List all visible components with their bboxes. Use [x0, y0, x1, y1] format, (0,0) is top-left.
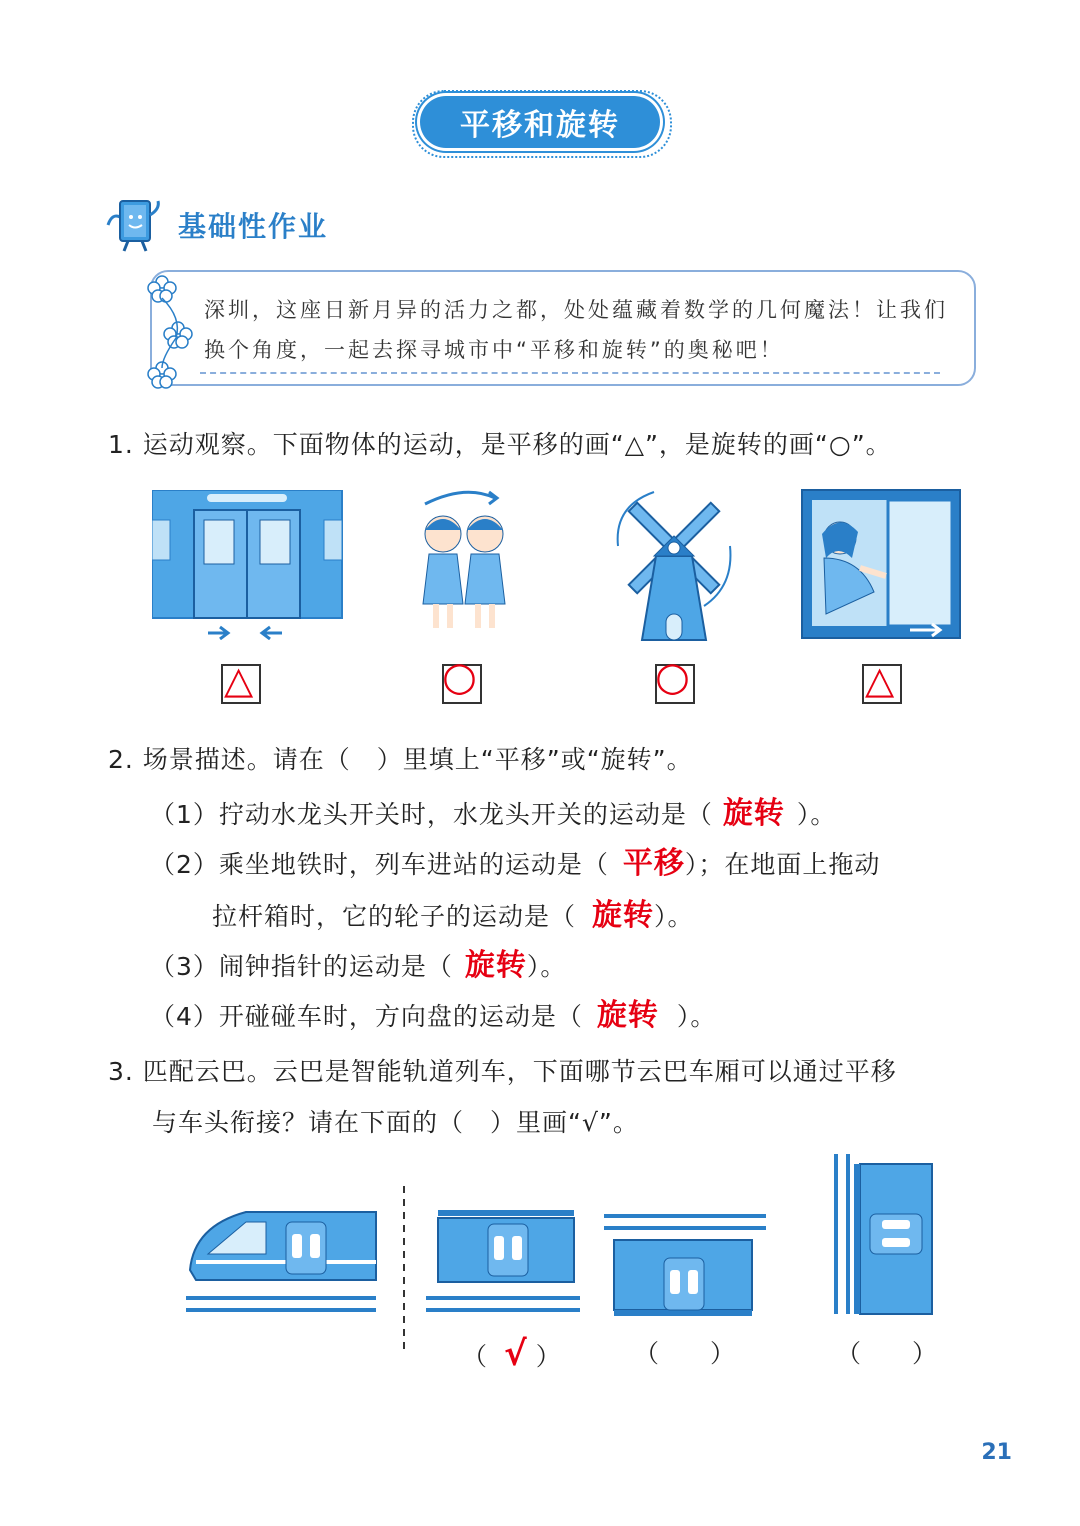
train-head-image — [186, 1212, 376, 1310]
q2-item-3-end: ）。 — [526, 952, 567, 981]
q2-item-1-end: ）。 — [796, 800, 837, 829]
yunba-train-figure — [186, 1150, 966, 1360]
choice-2-open: （ — [634, 1339, 661, 1368]
page-number: 21 — [981, 1440, 1012, 1465]
q2-item-4-text: （4）开碰碰车时，方向盘的运动是（ — [150, 1002, 583, 1031]
answer-mark-1: △ — [224, 658, 254, 702]
sliding-window-image — [800, 488, 964, 644]
choice-paren-1[interactable] — [462, 1334, 562, 1374]
intro-text — [204, 290, 964, 370]
q2-item-2 — [150, 838, 880, 882]
q2-item-2b — [212, 890, 694, 934]
q2-item-4-end: ）。 — [676, 1002, 717, 1031]
car-option-2-image — [604, 1216, 766, 1316]
answer-mark-4: △ — [865, 658, 895, 702]
car-option-1-image — [426, 1210, 580, 1310]
flower-decoration-icon — [142, 268, 202, 392]
q2-item-4 — [150, 990, 716, 1034]
q2-item-2b-text: 拉杆箱时，它的轮子的运动是（ — [212, 902, 577, 931]
choice-1-close: ） — [535, 1342, 562, 1371]
choice-paren-3[interactable] — [836, 1334, 938, 1370]
q2-item-1-answer[interactable]: 旋转 — [722, 796, 785, 831]
page-title: 平移和旋转 — [420, 96, 660, 148]
section-heading: 基础性作业 — [178, 210, 329, 243]
book-mascot-icon — [100, 195, 170, 255]
q2-item-4-answer[interactable]: 旋转 — [596, 998, 659, 1033]
q2-item-3-text: （3）闹钟指针的运动是（ — [150, 952, 453, 981]
q2-item-1-text: （1）拧动水龙头开关时，水龙头开关的运动是（ — [150, 800, 713, 829]
choice-1-open: （ — [462, 1342, 489, 1371]
car-option-3-image — [836, 1154, 932, 1314]
train-doors-image — [152, 490, 344, 640]
choice-2-close: ） — [710, 1339, 737, 1368]
question-3-line-2: 与车头衔接？请在下面的（ ）里画“√”。 — [152, 1108, 639, 1137]
intro-line-2: 换个角度，一起去探寻城市中“平移和旋转”的奥秘吧！ — [204, 338, 784, 362]
q2-item-2-end: ）；在地面上拖动 — [684, 850, 881, 879]
q2-item-1 — [150, 788, 836, 832]
windmill-image — [604, 486, 744, 644]
choice-3-open: （ — [836, 1339, 863, 1368]
q2-item-2b-end: ）。 — [654, 902, 694, 931]
q2-item-3-answer[interactable]: 旋转 — [464, 948, 527, 983]
q2-item-2-text: （2）乘坐地铁时，列车进站的运动是（ — [150, 850, 609, 879]
intro-line-1: 深圳，这座日新月异的活力之都，处处蕴藏着数学的几何魔法！让我们 — [204, 298, 948, 322]
question-2: 2. 场景描述。请在（ ）里填上“平移”或“旋转”。 — [108, 745, 693, 774]
q2-item-3 — [150, 940, 566, 984]
choice-3-close: ） — [912, 1339, 939, 1368]
intro-divider — [200, 372, 940, 374]
answer-mark-3: ○ — [655, 654, 690, 700]
answer-mark-2: ○ — [442, 654, 477, 700]
question-3-line-1: 3. 匹配云巴。云巴是智能轨道列车，下面哪节云巴车厢可以通过平移 — [108, 1057, 897, 1086]
choice-paren-2[interactable] — [634, 1334, 736, 1370]
q2-item-2-answer[interactable]: 平移 — [622, 846, 685, 881]
spinning-girls-image — [405, 484, 525, 644]
check-mark: √ — [504, 1334, 528, 1374]
q2-item-2b-answer[interactable]: 旋转 — [592, 898, 655, 933]
question-1: 1. 运动观察。下面物体的运动，是平移的画“△”，是旋转的画“○”。 — [108, 430, 892, 459]
